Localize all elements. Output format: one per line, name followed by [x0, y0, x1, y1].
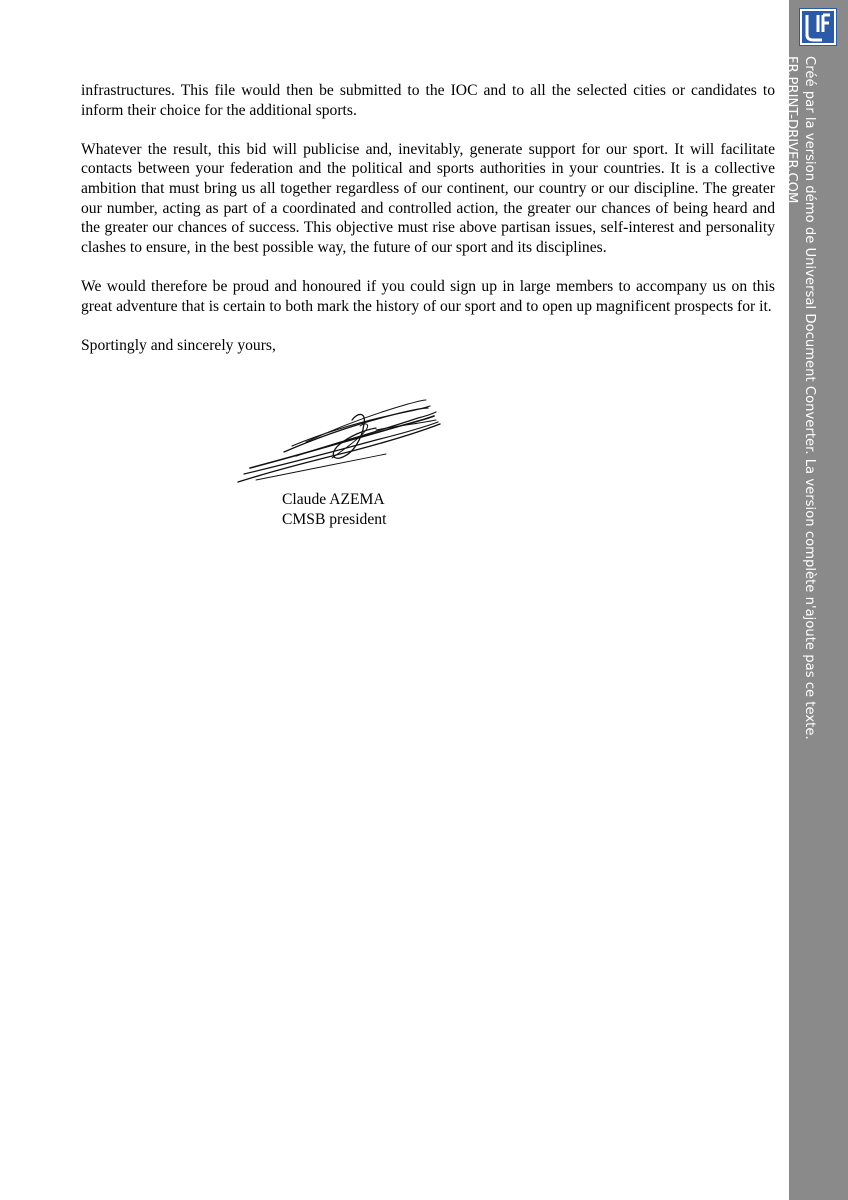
paragraph-invitation: We would therefore be proud and honoured if you could sign up in large members to accompany us on this great adventure that is certain to both mark the history of our sport and to open up magnificent prospects for it.	[81, 277, 775, 315]
closing-salutation: Sportingly and sincerely yours,	[81, 336, 276, 354]
signer-title: CMSB president	[282, 511, 387, 528]
watermark-line-2: FR.PRINT-DRIVER.COM	[784, 56, 799, 204]
letter-body	[81, 81, 775, 375]
paragraph-infrastructures: infrastructures. This file would then be submitted to the IOC and to all the selected cities or candidates to inform their choice for the additional sports.	[81, 82, 775, 119]
paragraph-support: Whatever the result, this bid will publicise and, inevitably, generate support for our sport. It will facilitate contacts between your federation and the political and sports authorities in your countries. It is a collective ambition that must bring us all together regardless of our continent, our country or our discipline. The greater our number, acting as part of a coordinated and controlled action, the greater our chances of being heard and the greater our chances of success. This objective must rise above partisan issues, self-interest and personality clashes to ensure, in the best possible way, the future of our sport and its disciplines.	[81, 140, 775, 256]
signature-block	[282, 490, 386, 530]
udc-logo-icon	[799, 8, 837, 46]
handwritten-signature	[236, 394, 446, 486]
signer-name: Claude AZEMA	[282, 491, 385, 508]
watermark-line-1: Créé par la version démo de Universal Document Converter. La version complète n'ajoute pas ce texte.	[802, 56, 817, 740]
watermark-text	[782, 56, 818, 756]
